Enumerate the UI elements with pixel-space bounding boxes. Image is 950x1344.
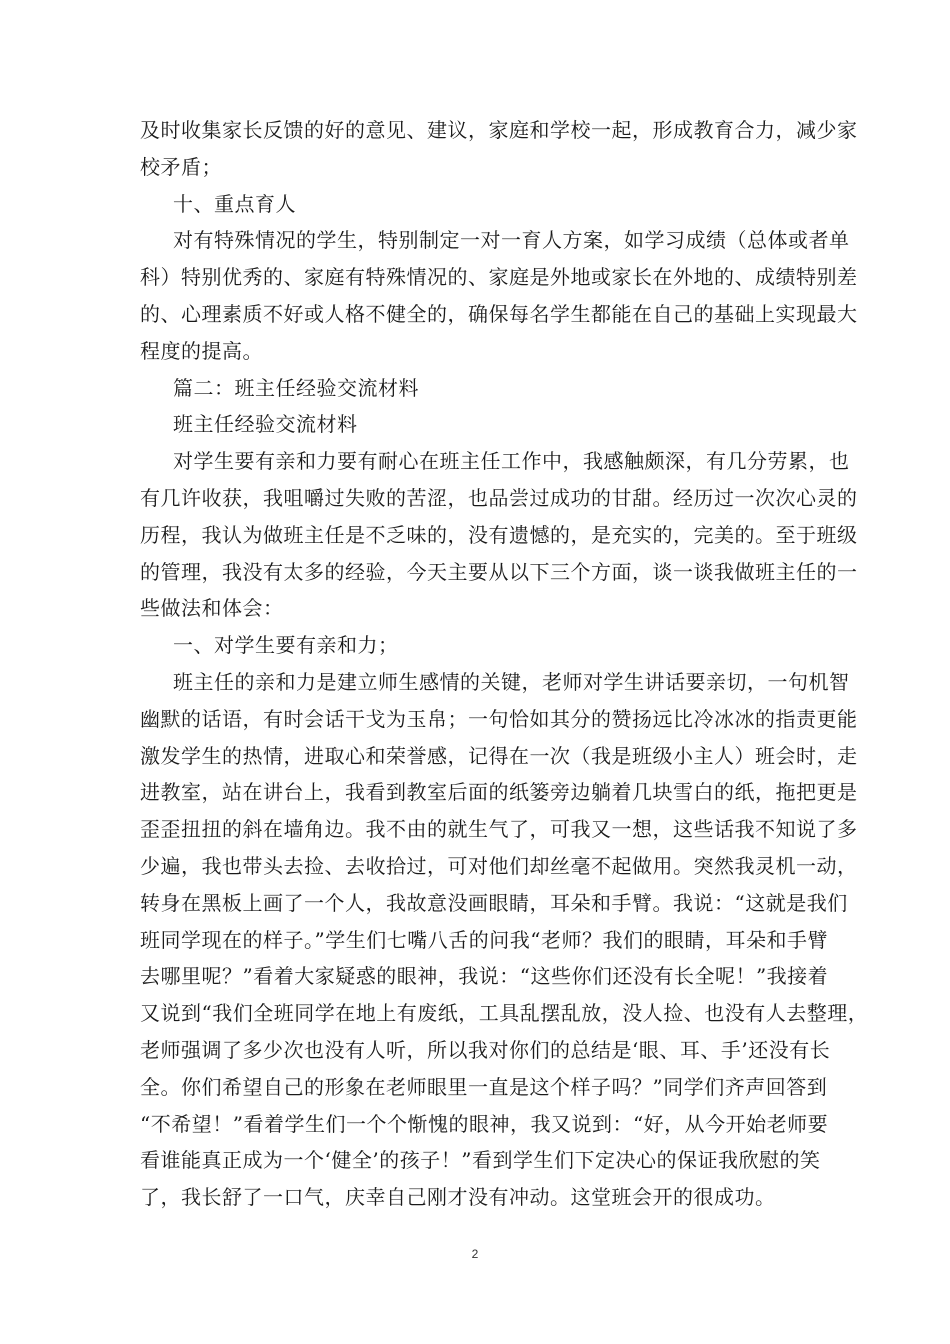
- text-line: 班主任经验交流材料: [173, 412, 358, 437]
- page-number: 2: [471, 1247, 479, 1261]
- text-line: 科）特别优秀的、家庭有特殊情况的、家庭是外地或家长在外地的、成绩特别差: [140, 265, 858, 290]
- text-line: 班同学现在的样子。”学生们七嘴八舌的问我“老师？我们的眼睛，耳朵和手臂: [140, 927, 828, 952]
- text-line: 激发学生的热情，进取心和荣誉感，记得在一次（我是班级小主人）班会时，走: [140, 743, 858, 768]
- text-line: 看谁能真正成为一个‘健全’的孩子！”看到学生们下定决心的保证我欣慰的笑: [140, 1148, 821, 1173]
- text-line: 校矛盾；: [140, 154, 222, 179]
- text-line: 少遍，我也带头去捡、去收拾过，可对他们却丝毫不起做用。突然我灵机一动，: [140, 853, 858, 878]
- text-line: 对有特殊情况的学生，特别制定一对一育人方案，如学习成绩（总体或者单: [173, 228, 850, 253]
- text-line: 又说到“我们全班同学在地上有废纸，工具乱摆乱放，没人捡、也没有人去整理，: [140, 1001, 869, 1026]
- text-line: 老师强调了多少次也没有人听，所以我对你们的总结是‘眼、耳、手’还没有长: [140, 1037, 831, 1062]
- text-line: 程度的提高。: [140, 338, 263, 363]
- text-line: 的、心理素质不好或人格不健全的，确保每名学生都能在自己的基础上实现最大: [140, 301, 858, 326]
- text-line: 的管理，我没有太多的经验，今天主要从以下三个方面，谈一谈我做班主任的一: [140, 559, 858, 584]
- text-line: 全。你们希望自己的形象在老师眼里一直是这个样子吗？”同学们齐声回答到: [140, 1074, 828, 1099]
- text-line: 一、对学生要有亲和力；: [173, 633, 399, 658]
- text-line: 历程，我认为做班主任是不乏味的，没有遗憾的，是充实的，完美的。至于班级: [140, 522, 858, 547]
- text-line: “不希望！”看着学生们一个个惭愧的眼神，我又说到：“好，从今开始老师要: [140, 1111, 829, 1136]
- text-line: 进教室，站在讲台上，我看到教室后面的纸篓旁边躺着几块雪白的纸，拖把更是: [140, 780, 858, 805]
- text-line: 去哪里呢？”看着大家疑惑的眼神，我说：“这些你们还没有长全呢！”我接着: [140, 964, 829, 989]
- text-line: 班主任的亲和力是建立师生感情的关键，老师对学生讲话要亲切，一句机智: [173, 669, 850, 694]
- text-line: 了，我长舒了一口气，庆幸自己刚才没有冲动。这堂班会开的很成功。: [140, 1185, 776, 1210]
- text-line: 有几许收获，我咀嚼过失败的苦涩，也品尝过成功的甘甜。经历过一次次心灵的: [140, 485, 858, 510]
- document-body: [140, 112, 869, 1216]
- text-line: 对学生要有亲和力要有耐心在班主任工作中，我感触颇深，有几分劳累，也: [173, 449, 850, 474]
- text-line: 歪歪扭扭的斜在墙角边。我不由的就生气了，可我又一想，这些话我不知说了多: [140, 817, 858, 842]
- text-line: 些做法和体会：: [140, 596, 284, 621]
- text-line: 及时收集家长反馈的好的意见、建议，家庭和学校一起，形成教育合力，减少家: [140, 118, 858, 142]
- text-line: 十、重点育人: [173, 191, 296, 216]
- text-line: 转身在黑板上画了一个人，我故意没画眼睛，耳朵和手臂。我说：“这就是我们: [140, 890, 848, 915]
- text-line: 幽默的话语，有时会话干戈为玉帛；一句恰如其分的赞扬远比冷冰冰的指责更能: [140, 706, 858, 731]
- text-line: 篇二：班主任经验交流材料: [173, 375, 419, 400]
